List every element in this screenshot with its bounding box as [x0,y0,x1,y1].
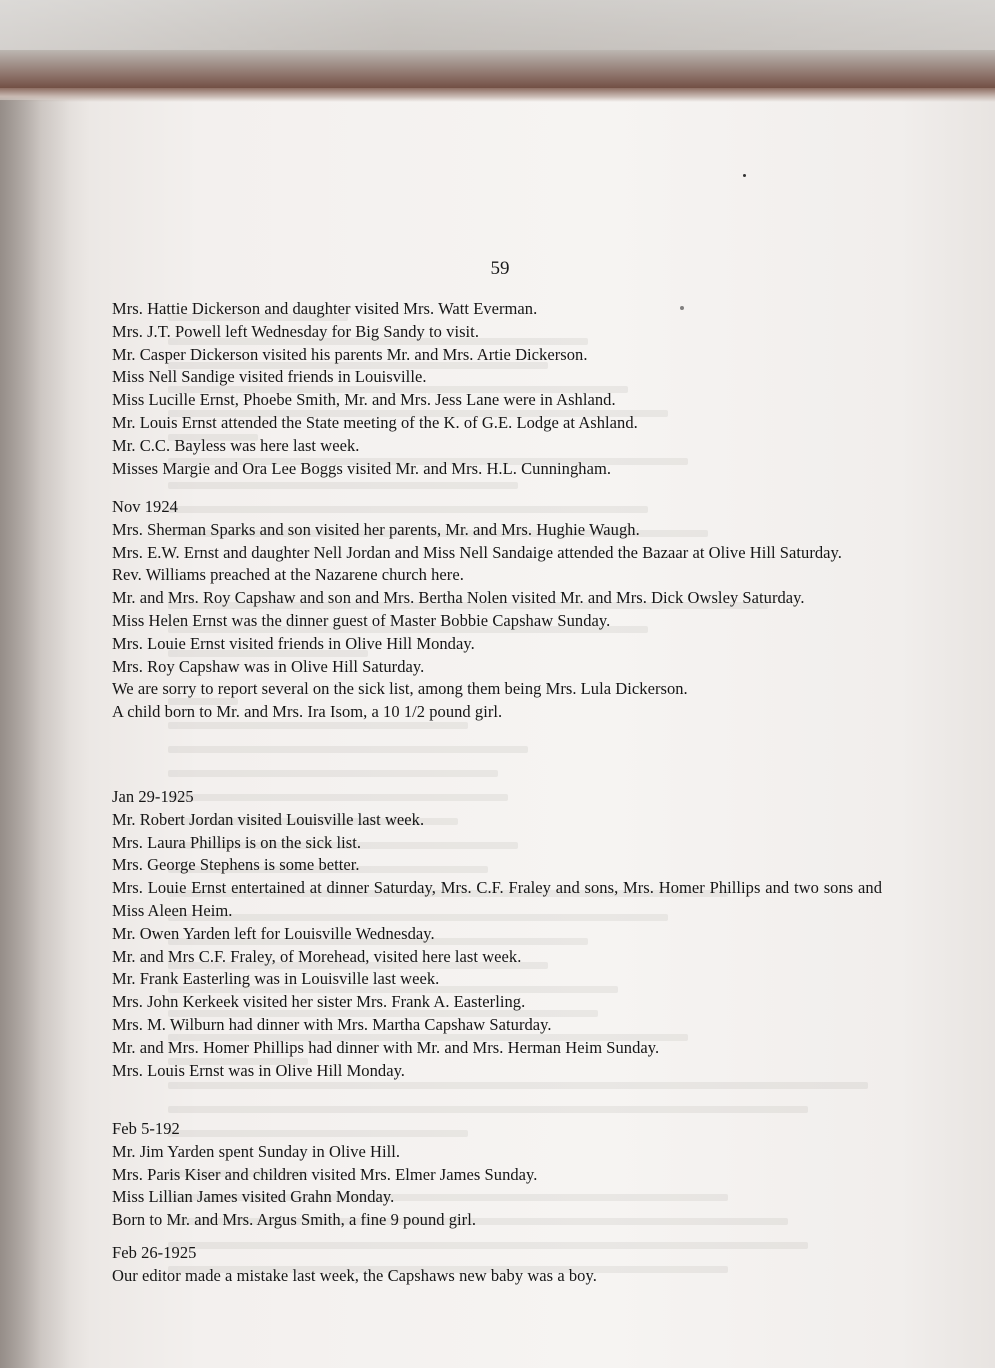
entry: We are sorry to report several on the sick list, among them being Mrs. Lula Dickerson. [112,679,688,699]
entry: Mr. and Mrs C.F. Fraley, of Morehead, visited here last week. [112,946,522,966]
entry: Miss Lillian James visited Grahn Monday. [112,1187,395,1207]
entry: Mrs. J.T. Powell left Wednesday for Big Sandy to visit. [112,321,479,341]
entry: Mr. Robert Jordan visited Louisville last week. [112,809,425,829]
entry: Mr. and Mrs. Homer Phillips had dinner with Mr. and Mrs. Herman Heim Sunday. [112,1037,660,1057]
entry: Mrs. Louie Ernst visited friends in Olive Hill Monday. [112,633,475,653]
section-nov-1924 [112,496,882,724]
entry: Miss Helen Ernst was the dinner guest of Master Bobbie Capshaw Sunday. [112,610,611,630]
entry: A child born to Mr. and Mrs. Ira Isom, a 10 1/2 pound girl. [112,702,503,722]
entry: Mrs. Louis Ernst was in Olive Hill Monday. [112,1060,405,1080]
dust-speck [743,174,746,177]
section-heading: Feb 26-1925 [112,1243,197,1262]
entry: Mrs. Paris Kiser and children visited Mrs. Elmer James Sunday. [112,1164,538,1184]
page-number: 59 [490,258,510,279]
entry: Mrs. Roy Capshaw was in Olive Hill Saturday. [112,656,425,676]
section-heading: Nov 1924 [112,497,178,516]
section-feb-26-1925 [112,1242,882,1288]
entry: Mrs. Sherman Sparks and son visited her parents, Mr. and Mrs. Hughie Waugh. [112,519,640,539]
section-jan-29-1925 [112,786,882,1082]
scanner-glare [0,0,995,50]
entry: Rev. Williams preached at the Nazarene church here. [112,565,464,585]
entry: Our editor made a mistake last week, the Capshaws new baby was a boy. [112,1265,597,1285]
section-feb-5-192 [112,1118,882,1232]
entry: Mrs. Louie Ernst entertained at dinner Saturday, Mrs. C.F. Fraley and sons, Mrs. Homer Phillips and two sons and Miss Aleen Heim. [112,878,882,920]
entry: Born to Mr. and Mrs. Argus Smith, a fine 9 pound girl. [112,1210,477,1230]
page-top-edge [0,88,995,102]
entry: Miss Nell Sandige visited friends in Louisville. [112,367,427,387]
entry: Mrs. John Kerkeek visited her sister Mrs. Frank A. Easterling. [112,992,526,1012]
entry: Mrs. George Stephens is some better. [112,855,360,875]
entry: Mr. C.C. Bayless was here last week. [112,435,360,455]
entry: Mr. Owen Yarden left for Louisville Wednesday. [112,923,435,943]
entry: Miss Lucille Ernst, Phoebe Smith, Mr. and Mrs. Jess Lane were in Ashland. [112,390,616,410]
entry: Mr. Casper Dickerson visited his parents Mr. and Mrs. Artie Dickerson. [112,344,588,364]
entry: Misses Margie and Ora Lee Boggs visited Mr. and Mrs. H.L. Cunningham. [112,458,612,478]
section-heading: Jan 29-1925 [112,787,194,806]
binding-shadow [0,100,70,1368]
entry: Mr. Frank Easterling was in Louisville last week. [112,969,440,989]
entry: Mrs. E.W. Ernst and daughter Nell Jordan and Miss Nell Sandaige attended the Bazaar at Olive Hill Saturday. [112,542,842,562]
section-heading: Feb 5-192 [112,1119,180,1138]
entry: Mrs. Laura Phillips is on the sick list. [112,832,362,852]
section-untitled [112,298,882,480]
entry: Mr. Louis Ernst attended the State meeting of the K. of G.E. Lodge at Ashland. [112,412,638,432]
entry: Mrs. M. Wilburn had dinner with Mrs. Martha Capshaw Saturday. [112,1014,552,1034]
entry: Mr. Jim Yarden spent Sunday in Olive Hill. [112,1141,401,1161]
entry: Mr. and Mrs. Roy Capshaw and son and Mrs. Bertha Nolen visited Mr. and Mrs. Dick Owsley Saturday. [112,588,805,608]
entry: Mrs. Hattie Dickerson and daughter visited Mrs. Watt Everman. [112,299,538,318]
